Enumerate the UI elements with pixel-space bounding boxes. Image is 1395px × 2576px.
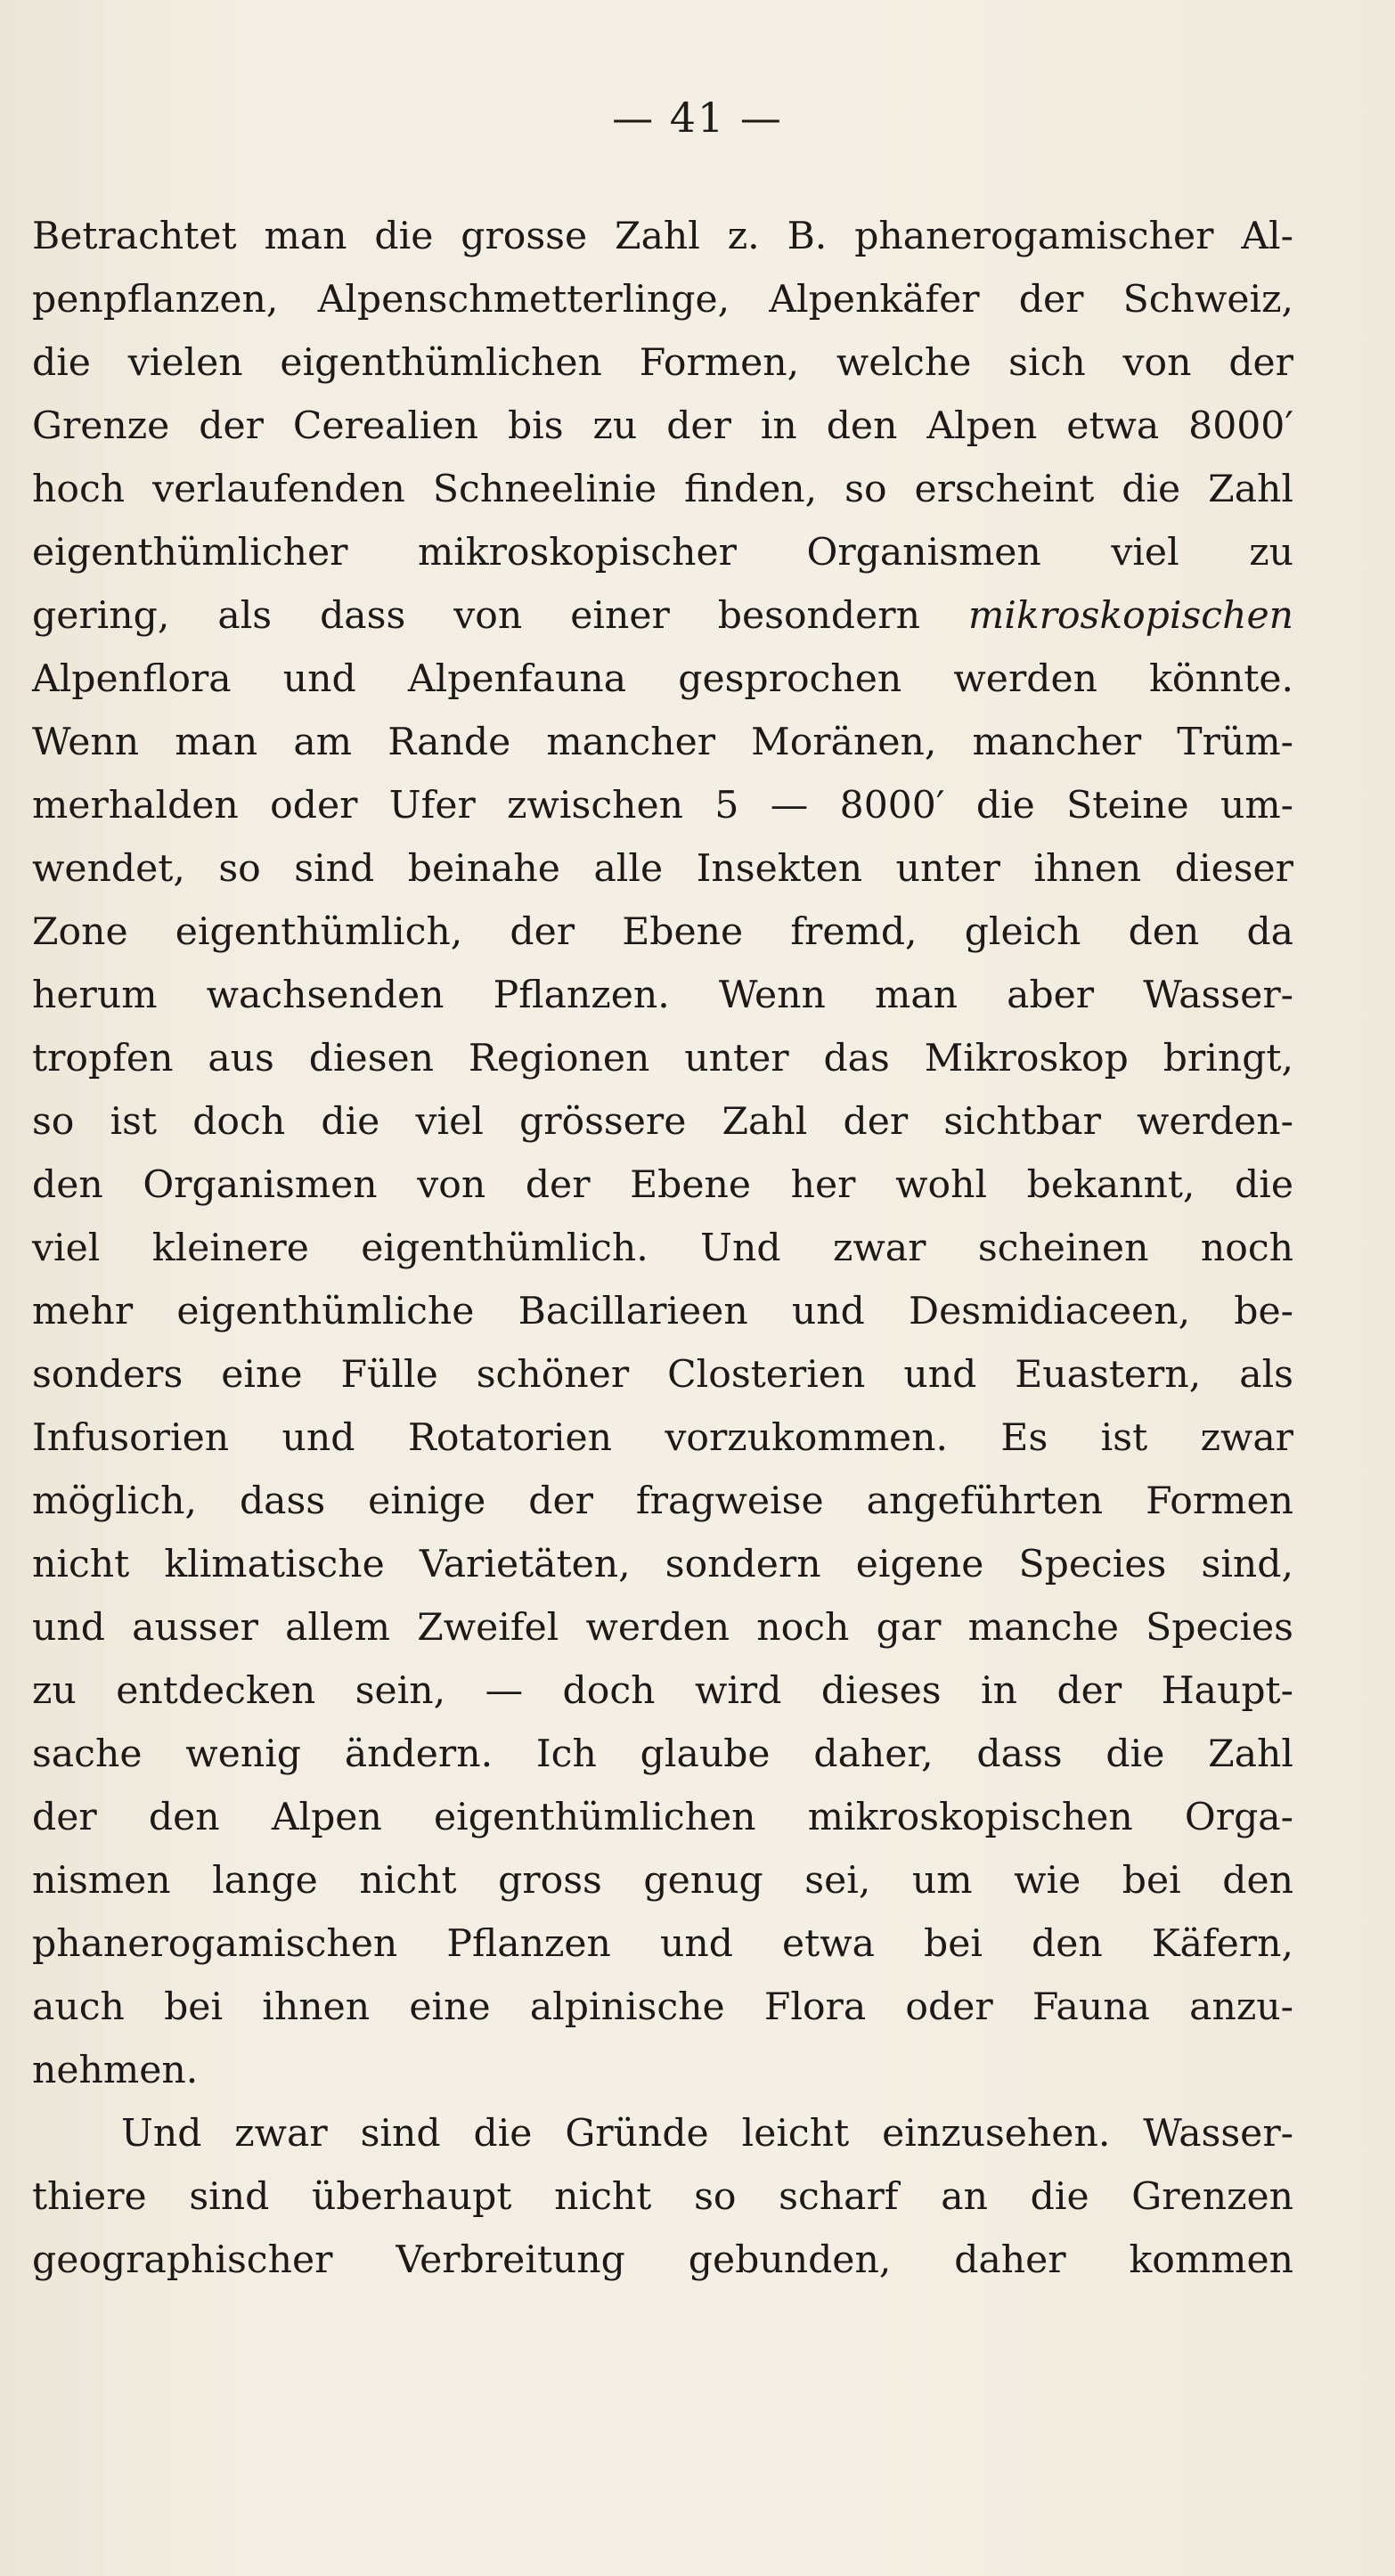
paragraph-1 [32,205,1293,2102]
italic-word: mikroskopischen [967,594,1293,638]
text-line: Und zwar sind die Gründe leicht einzusehen. Wasser- [121,2112,1293,2156]
text-line: der den Alpen eigenthümlichen mikroskopischen Orga- [32,1796,1293,1839]
text-line: wendet, so sind beinahe alle Insekten unter ihnen dieser [32,847,1293,891]
text-line: nismen lange nicht gross genug sei, um wie bei den [32,1859,1293,1903]
text-line: hoch verlaufenden Schneelinie finden, so erscheint die Zahl [32,468,1293,511]
page-number: — 41 — [612,94,783,142]
text-line: auch bei ihnen eine alpinische Flora oder Fauna anzu- [32,1985,1293,2029]
text-line: und ausser allem Zweifel werden noch gar manche Species [32,1606,1293,1650]
text-line: phanerogamischen Pflanzen und etwa bei den Käfern, [32,1922,1293,1966]
text-line: eigenthümlicher mikroskopischer Organismen viel zu [32,531,1293,575]
text-line: mehr eigenthümliche Bacillarieen und Desmidiaceen, be- [32,1290,1293,1333]
text-line: merhalden oder Ufer zwischen 5 — 8000′ die Steine um- [32,784,1293,827]
text-segment: gering, als dass von einer besondern [32,594,920,638]
text-line: die vielen eigenthümlichen Formen, welche sich von der [32,341,1293,385]
text-line: Grenze der Cerealien bis zu der in den Alpen etwa 8000′ [32,404,1293,448]
text-line: herum wachsenden Pflanzen. Wenn man aber Wasser- [32,974,1293,1017]
text-line: thiere sind überhaupt nicht so scharf an die Grenzen [32,2175,1293,2219]
body-text [32,205,1293,2292]
text-line: möglich, dass einige der fragweise angeführten Formen [32,1480,1293,1523]
text-line: Infusorien und Rotatorien vorzukommen. Es ist zwar [32,1416,1293,1460]
text-line: nicht klimatische Varietäten, sondern eigene Species sind, [32,1543,1293,1586]
text-line: nehmen. [32,2049,199,2092]
text-line: tropfen aus diesen Regionen unter das Mikroskop bringt, [32,1037,1293,1080]
text-line: viel kleinere eigenthümlich. Und zwar scheinen noch [32,1227,1293,1270]
text-line: Wenn man am Rande mancher Moränen, mancher Trüm- [32,721,1293,764]
text-line: so ist doch die viel grössere Zahl der sichtbar werden- [32,1100,1293,1144]
text-line: sache wenig ändern. Ich glaube daher, dass die Zahl [32,1732,1293,1776]
text-line: Alpenflora und Alpenfauna gesprochen werden könnte. [32,657,1293,701]
text-line: penpflanzen, Alpenschmetterlinge, Alpenkäfer der Schweiz, [32,278,1293,322]
paragraph-2 [32,2102,1293,2292]
text-line: Zone eigenthümlich, der Ebene fremd, gleich den da [32,910,1293,954]
text-line: Betrachtet man die grosse Zahl z. B. phanerogamischer Al- [32,215,1293,258]
text-line-with-italic [32,584,1293,648]
text-line: geographischer Verbreitung gebunden, daher kommen [32,2238,1293,2282]
text-line: sonders eine Fülle schöner Closterien und Euastern, als [32,1353,1293,1397]
text-line: den Organismen von der Ebene her wohl bekannt, die [32,1163,1293,1207]
text-line: zu entdecken sein, — doch wird dieses in der Haupt- [32,1669,1293,1713]
